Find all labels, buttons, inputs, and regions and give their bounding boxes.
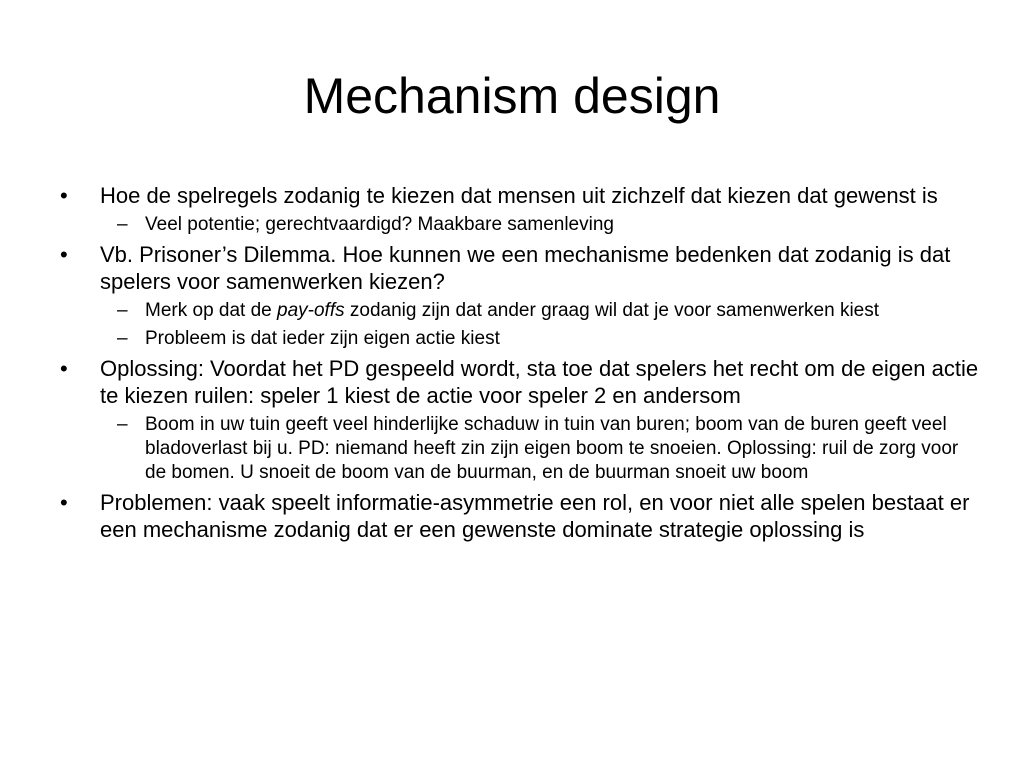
bullet-item: [60, 241, 980, 295]
bullet-item: [60, 182, 980, 209]
bullet-item: [60, 355, 980, 409]
bullet-icon: •: [60, 490, 68, 515]
dash-icon: –: [117, 328, 128, 349]
slide-title: Mechanism design: [303, 68, 721, 124]
bullet-item: [60, 489, 980, 543]
sub-bullet-item: [105, 327, 980, 351]
sub-bullet-item: [105, 299, 980, 323]
dash-icon: –: [117, 414, 128, 435]
slide-body: [60, 182, 980, 547]
bullet-icon: •: [60, 183, 68, 208]
sub-bullet-text: Probleem is dat ieder zijn eigen actie kiest: [145, 328, 500, 349]
dash-icon: –: [117, 300, 128, 321]
bullet-text: Vb. Prisoner’s Dilemma. Hoe kunnen we een mechanisme bedenken dat zodanig is dat spelers voor samenwerken kiezen?: [100, 242, 951, 294]
sub-bullet-text: Veel potentie; gerechtvaardigd? Maakbare samenleving: [145, 214, 614, 235]
sub-bullet-emphasis: pay-offs: [277, 300, 345, 321]
sub-bullet-text-pre: Merk op dat de: [145, 300, 278, 321]
bullet-icon: •: [60, 356, 68, 381]
bullet-text: Problemen: vaak speelt informatie-asymmetrie een rol, en voor niet alle spelen bestaat er een mechanisme zodanig dat er een gewenste dominate strategie oplossing is: [100, 490, 970, 542]
sub-bullet-item: [105, 213, 980, 237]
bullet-text: Hoe de spelregels zodanig te kiezen dat mensen uit zichzelf dat kiezen dat gewenst is: [100, 183, 938, 208]
sub-bullet-text-post: zodanig zijn dat ander graag wil dat je voor samenwerken kiest: [344, 300, 880, 321]
bullet-text: Oplossing: Voordat het PD gespeeld wordt, sta toe dat spelers het recht om de eigen actie te kiezen ruilen: speler 1 kiest de actie voor speler 2 en andersom: [100, 356, 979, 408]
sub-bullet-item: [105, 413, 980, 485]
dash-icon: –: [117, 214, 128, 235]
sub-bullet-text: Boom in uw tuin geeft veel hinderlijke schaduw in tuin van buren; boom van de buren geeft veel bladoverlast bij u. PD: niemand heeft zin zijn eigen boom te snoeien. Oplossing: ruil de zorg voor de bomen. U snoeit de boom van de buurman, en de buurman snoeit uw boom: [145, 414, 959, 483]
bullet-icon: •: [60, 242, 68, 267]
